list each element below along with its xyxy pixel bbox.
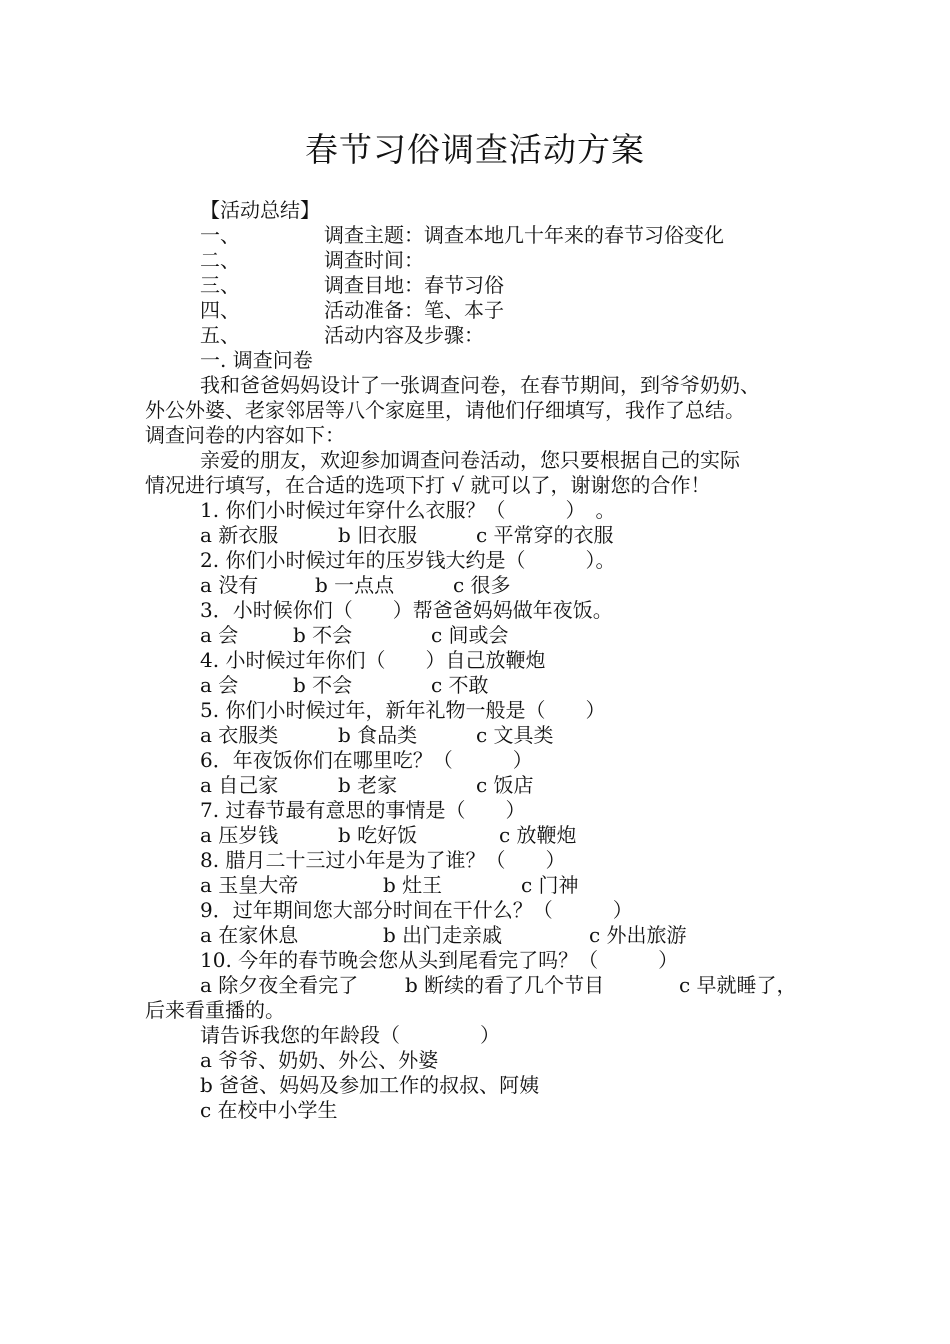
question-text: 1. 你们小时候过年穿什么衣服？（ ） 。 [200, 498, 616, 522]
option-c: c 平常穿的衣服 [476, 523, 614, 547]
option-b: b 食品类 [338, 723, 418, 747]
outline-number: 二、 [200, 248, 240, 272]
option-a: a 会 [200, 673, 239, 697]
option-b: b 一点点 [315, 573, 395, 597]
page-title: 春节习俗调查活动方案 [305, 130, 645, 169]
option-b: b 不会 [293, 623, 353, 647]
age-question: 请告诉我您的年龄段（ ） [200, 1023, 500, 1047]
intro-line: 我和爸爸妈妈设计了一张调查问卷，在春节期间，到爷爷奶奶、 [200, 373, 760, 397]
option-a: a 玉皇大帝 [200, 873, 299, 897]
outline-text: 调查目地：春节习俗 [324, 273, 504, 297]
option-c: c 外出旅游 [589, 923, 687, 947]
option-a: a 压岁钱 [200, 823, 279, 847]
option-b: b 灶王 [383, 873, 443, 897]
outline-text: 调查主题：调查本地几十年来的春节习俗变化 [324, 223, 724, 247]
option-c: c 文具类 [476, 723, 554, 747]
question-text: 8. 腊月二十三过小年是为了谁？（ ） [200, 848, 566, 872]
option-a: a 衣服类 [200, 723, 279, 747]
outline-number: 一、 [200, 223, 240, 247]
option-c: c 门神 [521, 873, 579, 897]
intro-line: 外公外婆、老家邻居等八个家庭里，请他们仔细填写，我作了总结。 [145, 398, 745, 422]
age-option-c: c 在校中小学生 [200, 1098, 338, 1122]
question-text: 9．过年期间您大部分时间在干什么？（ ） [200, 898, 633, 922]
question-text: 3．小时候你们（ ）帮爸爸妈妈做年夜饭。 [200, 598, 613, 622]
outline-text: 活动内容及步骤： [324, 323, 484, 347]
option-a: a 新衣服 [200, 523, 279, 547]
option-b: b 断续的看了几个节目 [405, 973, 605, 997]
question-text: 2. 你们小时候过年的压岁钱大约是（ ）。 [200, 548, 616, 572]
outline-text: 调查时间： [324, 248, 424, 272]
option-b: b 旧衣服 [338, 523, 418, 547]
outline-number: 五、 [200, 323, 240, 347]
option-continuation: 后来看重播的。 [145, 998, 285, 1022]
greeting-line: 亲爱的朋友，欢迎参加调查问卷活动，您只要根据自己的实际 [200, 448, 740, 472]
question-text: 7. 过春节最有意思的事情是（ ） [200, 798, 526, 822]
option-a: a 在家休息 [200, 923, 299, 947]
option-a: a 除夕夜全看完了 [200, 973, 359, 997]
age-option-a: a 爷爷、奶奶、外公、外婆 [200, 1048, 439, 1072]
option-b: b 出门走亲戚 [383, 923, 503, 947]
option-b: b 吃好饭 [338, 823, 418, 847]
question-text: 10. 今年的春节晚会您从头到尾看完了吗？（ ） [200, 948, 679, 972]
option-c: c 间或会 [431, 623, 509, 647]
option-c: c 饭店 [476, 773, 534, 797]
question-text: 4. 小时候过年你们（ ）自己放鞭炮 [200, 648, 546, 672]
option-c: c 不敢 [431, 673, 489, 697]
option-c: c 放鞭炮 [499, 823, 577, 847]
outline-number: 四、 [200, 298, 240, 322]
intro-line: 调查问卷的内容如下： [145, 423, 345, 447]
option-b: b 不会 [293, 673, 353, 697]
option-a: a 会 [200, 623, 239, 647]
age-option-b: b 爸爸、妈妈及参加工作的叔叔、阿姨 [200, 1073, 540, 1097]
option-a: a 自己家 [200, 773, 279, 797]
outline-number: 三、 [200, 273, 240, 297]
option-b: b 老家 [338, 773, 398, 797]
option-c: c 早就睡了， [679, 973, 797, 997]
greeting-line: 情况进行填写，在合适的选项下打 √ 就可以了，谢谢您的合作！ [145, 473, 711, 497]
section-heading: 一. 调查问卷 [200, 348, 313, 372]
question-text: 6．年夜饭你们在哪里吃？（ ） [200, 748, 533, 772]
option-a: a 没有 [200, 573, 259, 597]
outline-text: 活动准备：笔、本子 [324, 298, 504, 322]
option-c: c 很多 [453, 573, 511, 597]
question-text: 5. 你们小时候过年，新年礼物一般是（ ） [200, 698, 606, 722]
summary-heading: 【活动总结】 [200, 198, 320, 222]
